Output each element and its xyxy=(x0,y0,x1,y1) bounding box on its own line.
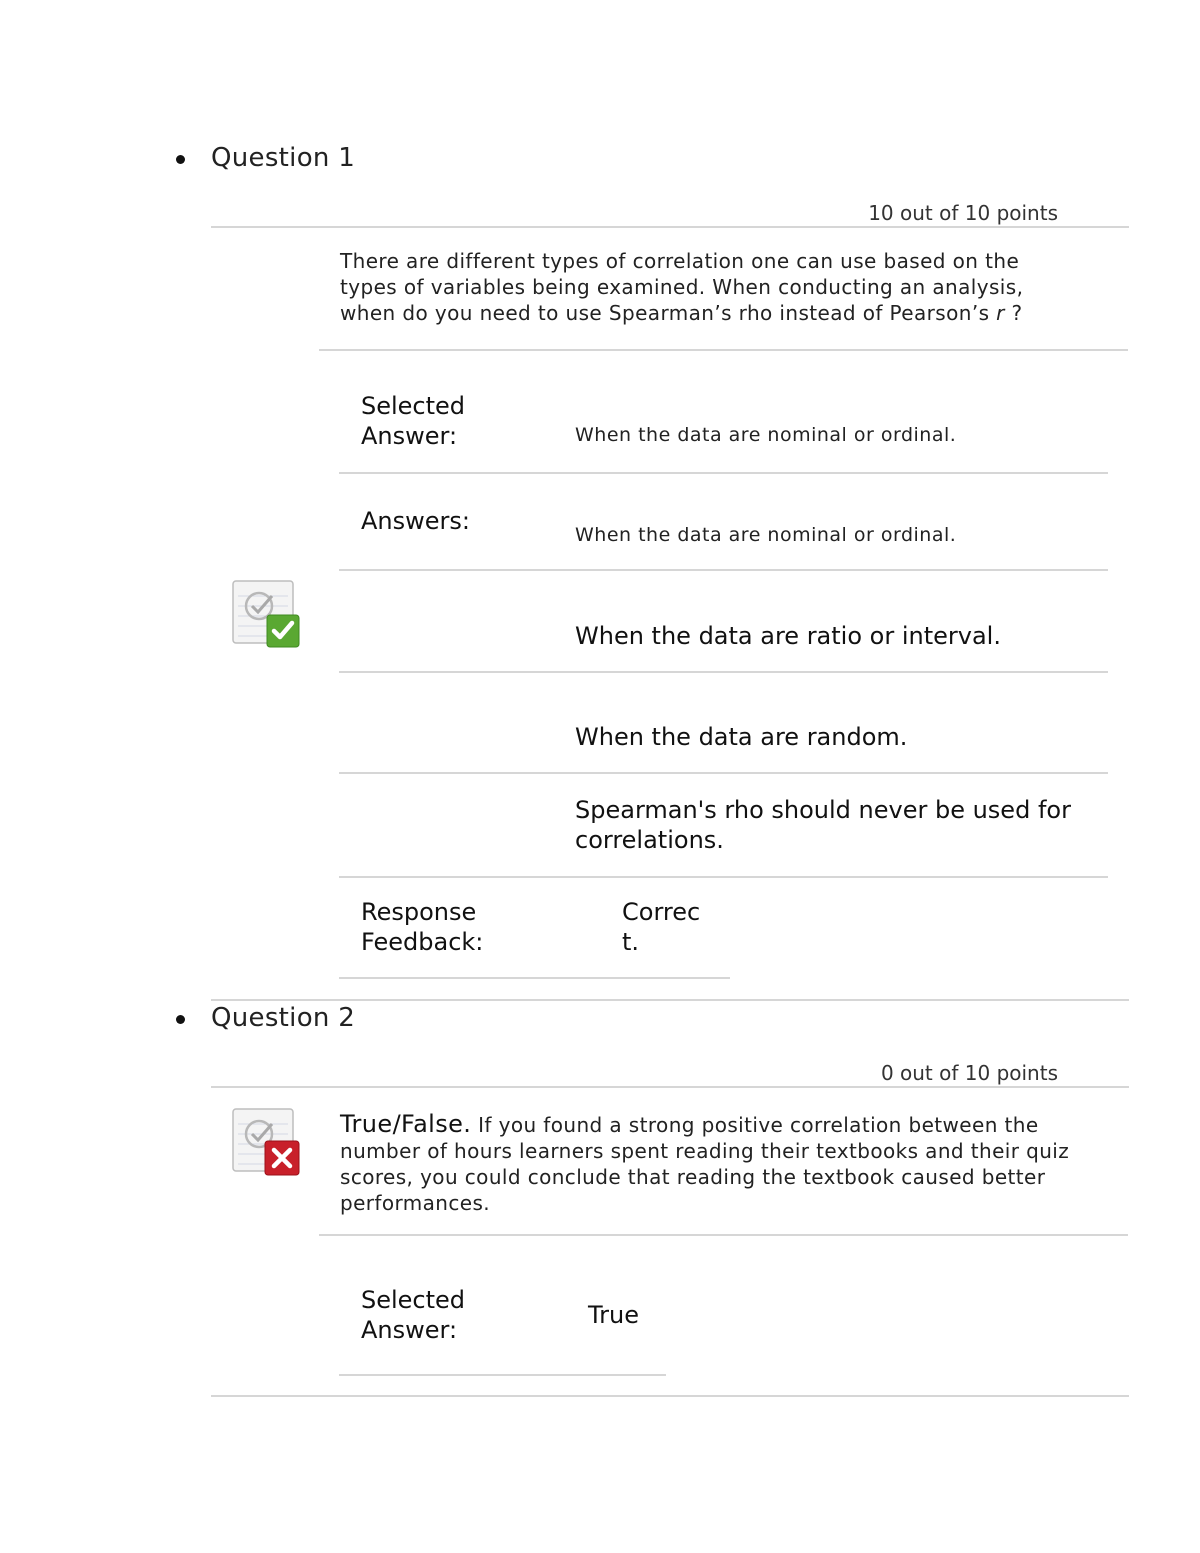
question-1-answer-option-2: When the data are ratio or interval. xyxy=(575,622,1001,650)
question-1-answers-label: Answers: xyxy=(361,507,470,535)
question-1-points: 10 out of 10 points xyxy=(868,201,1058,225)
question-2-title: Question 2 xyxy=(211,1003,356,1033)
question-2-bottom-divider xyxy=(211,1395,1129,1397)
question-1-selected-answer: When the data are nominal or ordinal. xyxy=(575,424,957,446)
incorrect-x-icon xyxy=(232,1108,300,1176)
question-1-title: Question 1 xyxy=(211,143,356,173)
question-1-feedback-divider xyxy=(339,977,730,979)
question-1-answer-divider-1 xyxy=(339,569,1108,571)
question-1-answer-option-4: Spearman's rho should never be used for correlations. xyxy=(575,796,1071,854)
question-2-selected-divider xyxy=(339,1374,666,1376)
question-1-answer-option-3: When the data are random. xyxy=(575,723,908,751)
question-1-bullet xyxy=(176,155,185,164)
question-1-feedback: Correct. xyxy=(622,898,701,956)
question-2-selected-answer-label: Selected Answer: xyxy=(361,1286,466,1344)
question-1-text-body: There are different types of correlation one can use based on the types of variables being examined. When conducting an analysis, when do you need to use Spearman’s rho instead of Pearson’s xyxy=(340,249,1024,325)
question-1-feedback-label: Response Feedback: xyxy=(361,898,484,956)
question-1-answer-divider-3 xyxy=(339,772,1108,774)
question-1-bottom-divider xyxy=(211,999,1129,1001)
question-2-bullet xyxy=(176,1015,185,1024)
question-2-text-lead: True/False. xyxy=(340,1110,472,1138)
question-2-text-divider xyxy=(319,1234,1128,1236)
question-2-text-body: If you found a strong positive correlation between the number of hours learners spent reading their textbooks and their quiz scores, you could conclude that reading the textbook caused better performances. xyxy=(340,1113,1070,1215)
correct-check-icon xyxy=(232,580,300,648)
question-2-points: 0 out of 10 points xyxy=(880,1061,1058,1085)
question-1-text-end: ? xyxy=(1004,301,1023,325)
question-1-answer-divider-4 xyxy=(339,876,1108,878)
question-1-answer-divider-2 xyxy=(339,671,1108,673)
question-1-top-divider xyxy=(211,226,1129,228)
question-1-text xyxy=(340,248,1080,326)
question-2-text xyxy=(340,1111,1100,1216)
question-2-selected-answer: True xyxy=(588,1301,639,1329)
question-1-selected-divider xyxy=(339,472,1108,474)
question-1-selected-answer-label: Selected Answer: xyxy=(361,392,466,450)
question-1-answer-option-1: When the data are nominal or ordinal. xyxy=(575,524,957,546)
question-2-top-divider xyxy=(211,1086,1129,1088)
question-1-text-italic: r xyxy=(996,301,1005,325)
question-1-text-divider xyxy=(319,349,1128,351)
